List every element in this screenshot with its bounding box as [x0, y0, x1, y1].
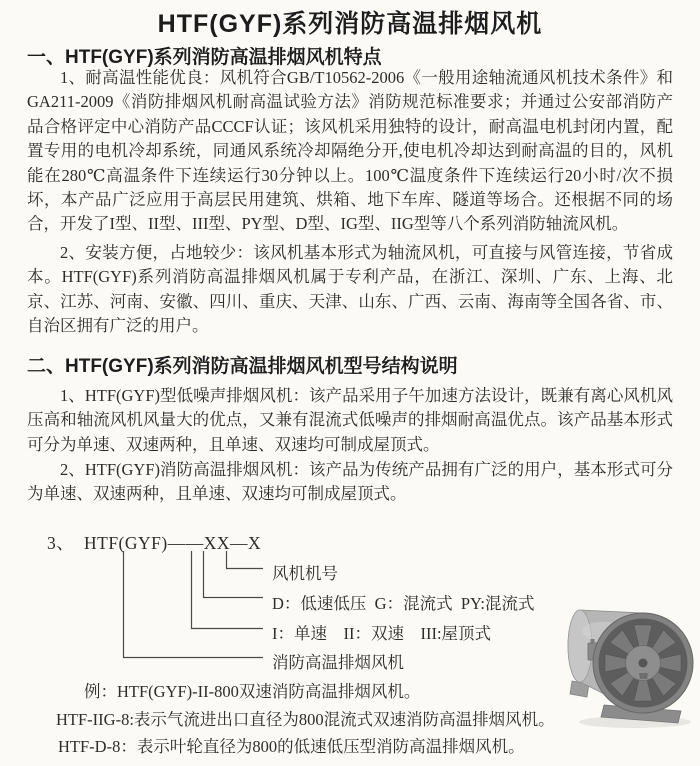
- section1-paragraph-1: 1、耐高温性能优良：风机符合GB/T10562-2006《一般用途轴流通风机技术条件》和GA211-2009《消防排烟风机耐高温试验方法》消防规范标准要求；并通过公安部消防产品合格评定中心消防产品CCCF认证；该风机采用独特的设计，耐高温电机封闭内置，配置专用的电机冷却系统，同通风系统冷却隔绝分开,使电机冷却达到耐高温的目的，风机能在280℃高温条件下连续运行30分钟以上。100℃温度条件下连续运行20小时/次不损坏，本产品广泛应用于高层民用建筑、烘箱、地下车库、隧道等场合。还根据不同的场合，开发了I型、II型、III型、PY型、D型、IG型、IIG型等八个系列消防轴流风机。: [27, 68, 673, 234]
- model-code-line: 3、 HTF(GYF)——XX—X: [47, 533, 262, 553]
- section1-heading: 一、HTF(GYF)系列消防高温排烟风机特点: [27, 47, 382, 68]
- example-line-1: 例：HTF(GYF)-II-800双速消防高温排烟风机。: [84, 682, 421, 701]
- section2-paragraph-1: 1、HTF(GYF)型低噪声排烟风机：该产品采用子午加速方法设计，既兼有离心风机风压高和轴流风机风量大的优点，又兼有混流式低噪声的排烟耐高温优点。该产品基本形式可分为单速、双速两种，且单速、双速均可制成屋顶式。: [27, 386, 673, 454]
- section2-heading: 二、HTF(GYF)系列消防高温排烟风机型号结构说明: [27, 356, 458, 377]
- diagram-label-speed: I：单速 II：双速 III:屋顶式: [272, 624, 492, 643]
- diagram-label-fan-size: 风机机号: [272, 564, 338, 583]
- page-title: HTF(GYF)系列消防高温排烟风机: [157, 10, 543, 38]
- diagram-label-product-name: 消防高温排烟风机: [272, 653, 404, 672]
- example-line-3: HTF-D-8：表示叶轮直径为800的低速低压型消防高温排烟风机。: [58, 737, 525, 756]
- example-line-2: HTF-IIG-8:表示气流进出口直径为800混流式双速消防高温排烟风机。: [56, 710, 555, 729]
- diagram-label-type-letter: D：低速低压 G：混流式 PY:混流式: [272, 594, 535, 613]
- fan-product-photo: [547, 595, 699, 731]
- diagram-connector-lines: [0, 551, 300, 663]
- section2-paragraph-2: 2、HTF(GYF)消防高温排烟风机：该产品为传统产品拥有广泛的用户，基本形式可分为单速、双速两种，且单速、双速均可制成屋顶式。: [27, 460, 673, 504]
- section1-paragraph-2: 2、安装方便，占地较少：该风机基本形式为轴流风机，可直接与风管连接，节省成本。HTF(GYF)系列消防高温排烟风机属于专利产品，在浙江、深圳、广东、上海、北京、江苏、河南、安徽、四川、重庆、天津、山东、广西、云南、海南等全国各省、市、自治区拥有广泛的用户。: [27, 243, 673, 336]
